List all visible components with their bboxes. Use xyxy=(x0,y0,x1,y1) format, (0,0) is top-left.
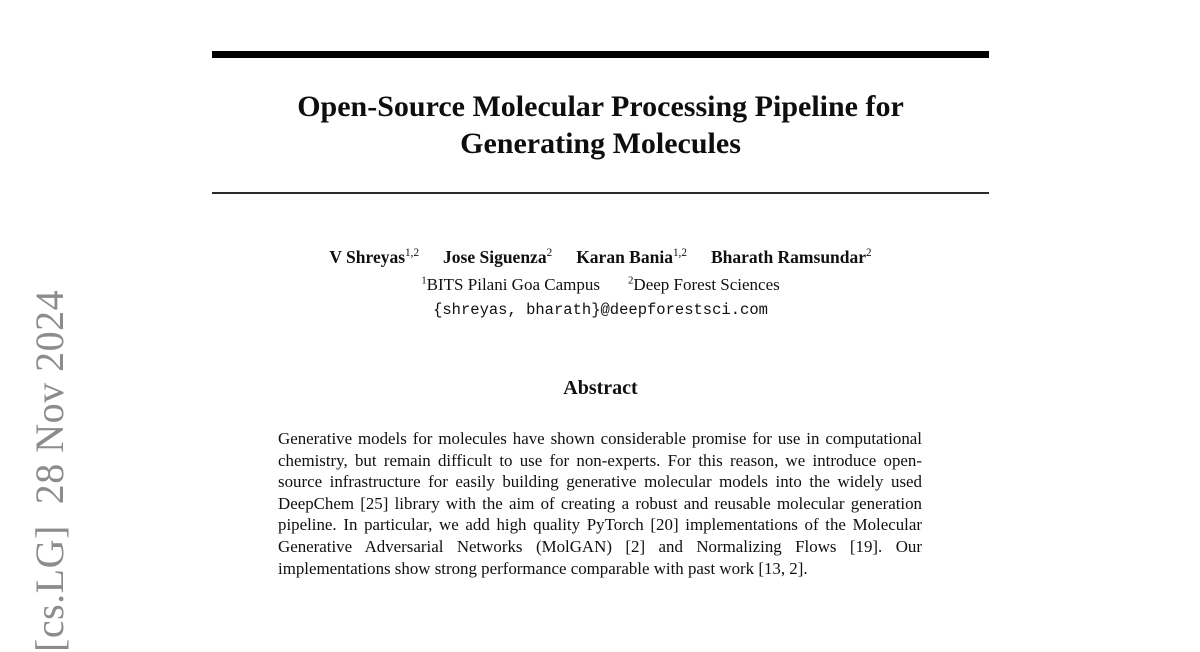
abstract-text: Generative models for molecules have shown considerable promise for use in computational chemistry, but remain difficult to use for non-experts. For this reason, we introduce open-source infrastructure for easily building generative molecular models into the widely used DeepChem [25] library with the aim of creating a robust and reusable molecular generation pipeline. In particular, we add high quality PyTorch [20] implementations of the Molecular Generative Adversarial Networks (MolGAN) [2] and Normalizing Flows [19]. Our implementations show strong performance comparable with past work [13, 2]. xyxy=(278,429,922,578)
title-rule-bottom xyxy=(212,192,989,194)
author-affiliation-marker: 2 xyxy=(866,247,872,260)
affiliation-list xyxy=(212,275,989,295)
affiliation-marker: 2 xyxy=(627,274,634,287)
affiliation-bits-pilani xyxy=(421,275,600,295)
contact-email: {shreyas, bharath}@deepforestsci.com xyxy=(433,301,768,319)
affiliation-name: BITS Pilani Goa Campus xyxy=(426,275,600,294)
paper-title-line1: Open-Source Molecular Processing Pipeline for xyxy=(297,90,904,123)
author-bharath-ramsundar xyxy=(711,247,872,268)
author-name: Karan Bania xyxy=(576,247,673,267)
affiliation-deep-forest xyxy=(628,275,780,295)
author-v-shreyas xyxy=(329,247,419,268)
paper-title xyxy=(212,88,989,162)
author-name: Bharath Ramsundar xyxy=(710,247,867,267)
author-affiliation-marker: 1,2 xyxy=(405,247,420,260)
abstract-heading: Abstract xyxy=(563,377,638,399)
author-name: V Shreyas xyxy=(329,247,406,267)
author-affiliation-marker: 2 xyxy=(546,247,553,260)
author-affiliation-marker: 1,2 xyxy=(672,247,687,260)
paper-title-line2: Generating Molecules xyxy=(460,127,741,160)
author-jose-siguenza xyxy=(443,247,552,268)
affiliation-marker: 1 xyxy=(421,274,427,287)
affiliation-name: Deep Forest Sciences xyxy=(633,275,780,294)
author-karan-bania xyxy=(576,247,687,268)
title-rule-top xyxy=(212,51,989,58)
author-name: Jose Siguenza xyxy=(443,247,547,267)
arxiv-category-watermark: [cs.LG] 28 Nov 2024 xyxy=(27,289,72,652)
author-list xyxy=(212,247,989,268)
